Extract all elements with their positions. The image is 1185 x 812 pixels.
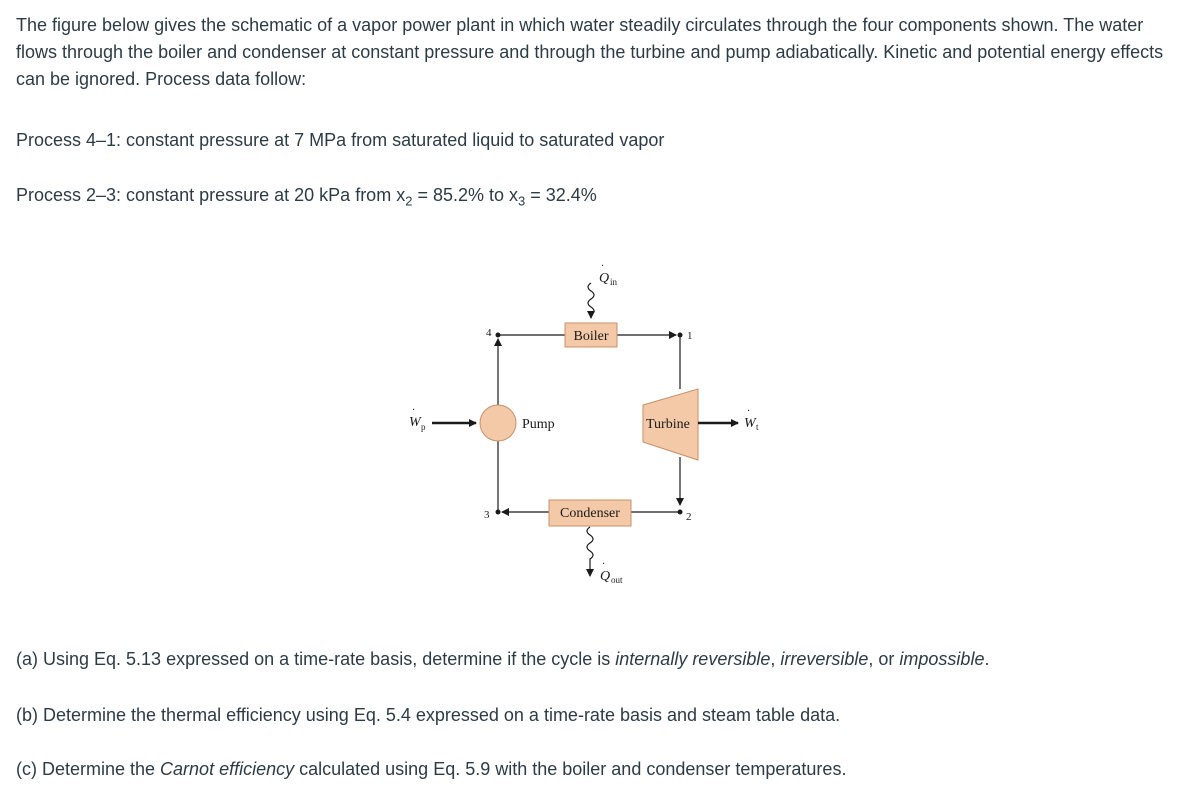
process-2-3-mid: = 85.2% to x bbox=[412, 185, 519, 205]
svg-text:·: · bbox=[602, 559, 606, 570]
q-in-label bbox=[599, 261, 618, 287]
x3-subscript: 3 bbox=[518, 193, 526, 209]
svg-text:W: W bbox=[409, 415, 421, 430]
svg-text:·: · bbox=[412, 405, 416, 416]
impossible-term: impossible bbox=[899, 649, 985, 669]
q-out-label bbox=[600, 559, 623, 585]
svg-text:·: · bbox=[747, 406, 751, 417]
vapor-power-plant-schematic bbox=[390, 250, 790, 600]
state4-label: 4 bbox=[486, 327, 492, 339]
x2-subscript: 2 bbox=[405, 193, 413, 209]
svg-text:out: out bbox=[611, 575, 623, 585]
process-2-3-start: Process 2–3: constant pressure at 20 kPa from x bbox=[16, 185, 406, 205]
internally-reversible-term: internally reversible bbox=[615, 649, 771, 669]
condenser-label: Condenser bbox=[560, 506, 620, 521]
q-out-wavy-arrow bbox=[587, 527, 593, 576]
state4-dot bbox=[496, 333, 501, 338]
state2-label: 2 bbox=[686, 511, 692, 523]
state3-label: 3 bbox=[484, 509, 490, 521]
pump-label: Pump bbox=[522, 417, 555, 432]
question-c: (c) Determine the Carnot efficiency calculated using Eq. 5.9 with the boiler and condenser temperatures. bbox=[16, 759, 847, 779]
boiler-label: Boiler bbox=[573, 329, 609, 344]
svg-text:·: · bbox=[601, 261, 605, 272]
state1-label: 1 bbox=[687, 330, 693, 342]
svg-text:Q: Q bbox=[600, 569, 611, 584]
state1-dot bbox=[678, 333, 683, 338]
carnot-efficiency-term: Carnot efficiency bbox=[160, 759, 295, 779]
turbine-label: Turbine bbox=[646, 417, 690, 432]
question-a: (a) Using Eq. 5.13 expressed on a time-rate basis, determine if the cycle is internally reversible, irreversible, or impossible. bbox=[16, 649, 990, 669]
svg-text:W: W bbox=[744, 416, 756, 431]
intro-paragraph: The figure below gives the schematic of a vapor power plant in which water steadily circulates through the four components shown. The water flows through the boiler and condenser at constant pressure and through the turbine and pump adiabatically. Kinetic and potential energy effects can be ignored. Process data follow: bbox=[16, 15, 1164, 89]
w-t-label bbox=[744, 406, 759, 432]
svg-text:p: p bbox=[421, 422, 426, 432]
process-4-1-text: Process 4–1: constant pressure at 7 MPa from saturated liquid to saturated vapor bbox=[16, 130, 665, 150]
pump-circle bbox=[480, 405, 516, 441]
w-p-label bbox=[409, 405, 426, 432]
process-2-3-text bbox=[16, 182, 597, 209]
question-b: (b) Determine the thermal efficiency using Eq. 5.4 expressed on a time-rate basis and steam table data. bbox=[16, 705, 841, 725]
svg-text:t: t bbox=[756, 422, 759, 432]
svg-text:in: in bbox=[610, 277, 618, 287]
q-in-wavy-arrow bbox=[588, 283, 594, 318]
process-2-3-end: = 32.4% bbox=[525, 185, 597, 205]
svg-text:Q: Q bbox=[599, 271, 610, 286]
irreversible-term: irreversible bbox=[780, 649, 869, 669]
state2-dot bbox=[678, 510, 683, 515]
state3-dot bbox=[496, 510, 501, 515]
